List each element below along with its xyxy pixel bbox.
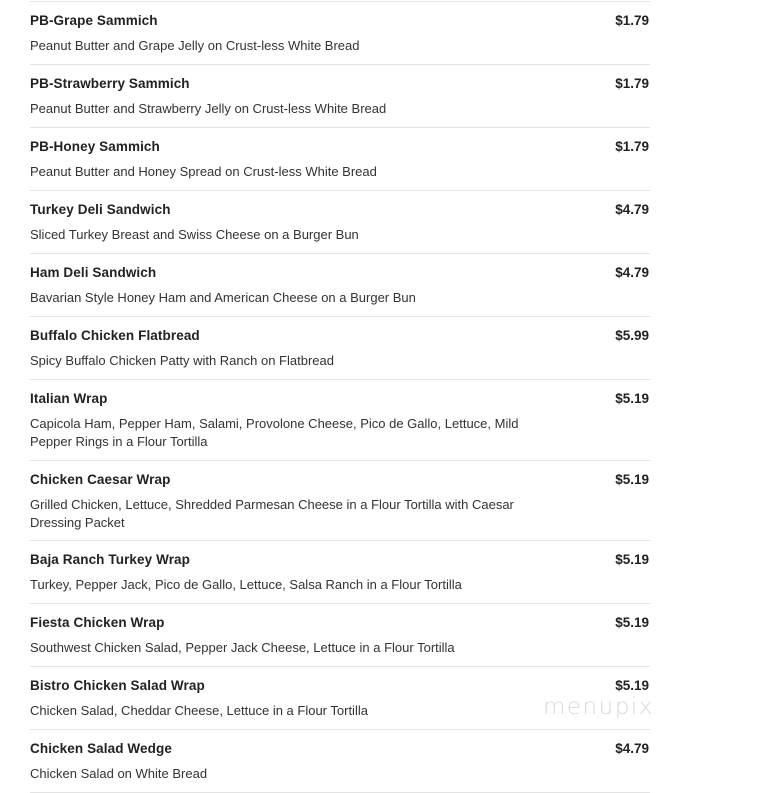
- item-price: $1.79: [615, 139, 649, 154]
- item-price: $5.19: [615, 615, 649, 630]
- item-description: Peanut Butter and Honey Spread on Crust-less White Bread: [30, 164, 377, 179]
- item-name: Chicken Salad Wedge: [30, 741, 172, 756]
- menu-item: [30, 460, 650, 541]
- item-price: $1.79: [615, 13, 649, 28]
- menu-item: [30, 190, 650, 253]
- item-name: PB-Honey Sammich: [30, 139, 160, 154]
- item-price: $4.79: [615, 202, 649, 217]
- item-name: Ham Deli Sandwich: [30, 265, 157, 280]
- menu-item: [30, 316, 650, 379]
- item-description: Peanut Butter and Grape Jelly on Crust-less White Bread: [30, 38, 360, 53]
- item-description: Chicken Salad, Cheddar Cheese, Lettuce in a Flour Tortilla: [30, 703, 368, 718]
- menu-item: [30, 379, 650, 460]
- item-name: Baja Ranch Turkey Wrap: [30, 552, 191, 567]
- menu-item: [30, 253, 650, 316]
- item-name: Buffalo Chicken Flatbread: [30, 328, 200, 343]
- item-name: Fiesta Chicken Wrap: [30, 615, 165, 630]
- item-price: $4.79: [615, 741, 649, 756]
- item-price: $5.19: [615, 678, 649, 693]
- item-description: Sliced Turkey Breast and Swiss Cheese on a Burger Bun: [30, 227, 359, 242]
- item-description: Southwest Chicken Salad, Pepper Jack Cheese, Lettuce in a Flour Tortilla: [30, 640, 455, 655]
- item-description: Bavarian Style Honey Ham and American Cheese on a Burger Bun: [30, 290, 416, 305]
- item-name: Bistro Chicken Salad Wrap: [30, 678, 205, 693]
- item-description: Grilled Chicken, Lettuce, Shredded Parmesan Cheese in a Flour Tortilla with Caesar Dressing Packet: [30, 496, 514, 530]
- item-description: Turkey, Pepper Jack, Pico de Gallo, Lettuce, Salsa Ranch in a Flour Tortilla: [30, 577, 462, 592]
- item-name: Turkey Deli Sandwich: [30, 202, 171, 217]
- menu-item: [30, 729, 650, 792]
- item-description: Chicken Salad on White Bread: [30, 766, 208, 781]
- item-name: PB-Grape Sammich: [30, 13, 158, 28]
- menu-list: [30, 1, 650, 793]
- menu-item: [30, 1, 650, 64]
- item-name: Chicken Caesar Wrap: [30, 471, 171, 487]
- item-price: $5.19: [615, 471, 649, 487]
- item-price: $5.19: [615, 391, 649, 406]
- item-price: $1.79: [615, 76, 649, 91]
- item-description: Spicy Buffalo Chicken Patty with Ranch on Flatbread: [30, 353, 334, 368]
- item-name: Italian Wrap: [30, 391, 108, 406]
- menu-item: [30, 64, 650, 127]
- item-name: PB-Strawberry Sammich: [30, 76, 190, 91]
- item-price: $4.79: [615, 265, 649, 280]
- menu-item: [30, 127, 650, 190]
- menu-item: [30, 603, 650, 666]
- menu-item: [30, 540, 650, 603]
- item-description: Capicola Ham, Pepper Ham, Salami, Provolone Cheese, Pico de Gallo, Lettuce, Mild Pepper Rings in a Flour Tortilla: [30, 416, 519, 449]
- item-price: $5.19: [615, 552, 649, 567]
- item-description: Peanut Butter and Strawberry Jelly on Crust-less White Bread: [30, 101, 387, 116]
- item-price: $5.99: [615, 328, 649, 343]
- watermark-logo: menupix: [543, 694, 654, 720]
